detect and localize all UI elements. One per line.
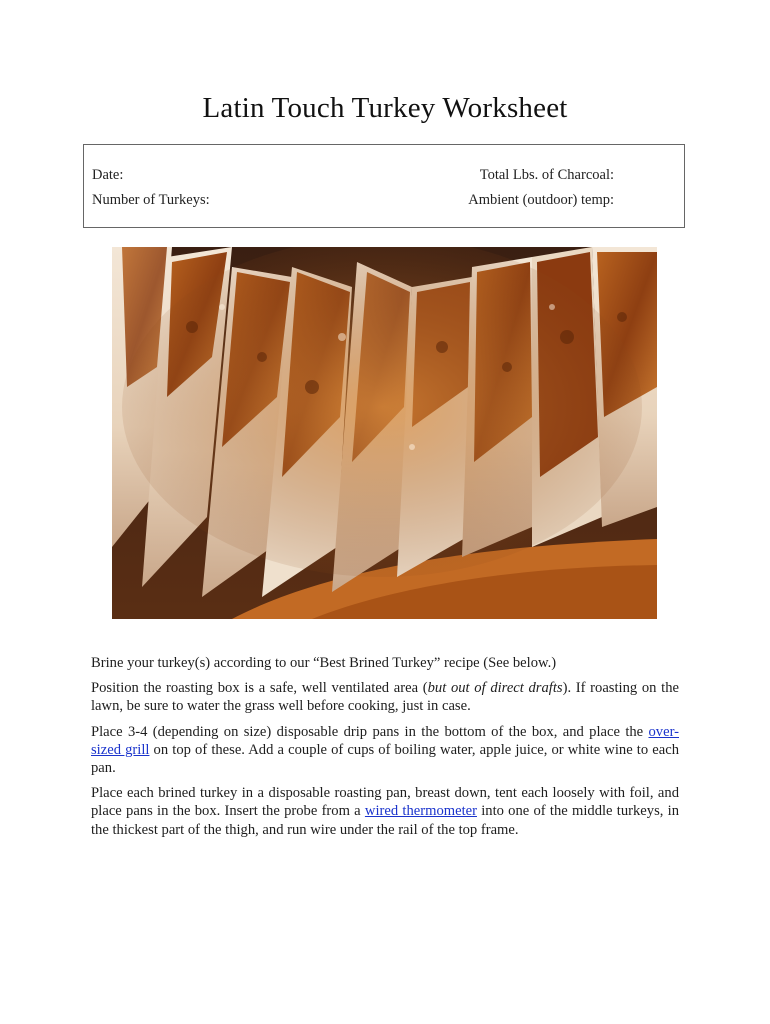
- paragraph-brine-text: Brine your turkey(s) according to our “Best Brined Turkey” recipe (See below.): [91, 655, 557, 671]
- wired-thermometer-link[interactable]: wired thermometer: [364, 803, 477, 820]
- worksheet-info-box: [83, 144, 685, 228]
- paragraph-roasting-pan: [91, 784, 679, 839]
- date-label: Date:: [92, 167, 124, 183]
- paragraph-position-italic: but out of direct drafts: [427, 680, 563, 697]
- paragraph-drip-pans: [91, 723, 679, 778]
- paragraph-roasting-pan-text-2: into one of the middle turkeys, in the thickest part of the thigh, and run wire under the rail of the top frame.: [91, 803, 679, 838]
- paragraph-position-text-2: ). If roasting on the lawn, be sure to water the grass well before cooking, just in case.: [91, 680, 679, 715]
- number-of-turkeys-label: Number of Turkeys:: [92, 192, 210, 208]
- page-title: Latin Touch Turkey Worksheet: [202, 92, 568, 124]
- paragraph-position-text-1: Position the roasting box is a safe, well ventilated area (: [91, 680, 428, 697]
- ambient-temp-label: Ambient (outdoor) temp:: [468, 192, 614, 208]
- paragraph-roasting-pan-text-1: Place each brined turkey in a disposable roasting pan, breast down, tent each loosely with foil, and place pans in the box. Insert the probe from a: [91, 785, 679, 820]
- paragraph-drip-pans-text-1: Place 3-4 (depending on size) disposable drip pans in the bottom of the box, and place the: [91, 723, 649, 740]
- turkey-photo-illustration: [112, 247, 657, 619]
- instructions-body: [91, 654, 679, 846]
- total-charcoal-label: Total Lbs. of Charcoal:: [479, 167, 614, 183]
- paragraph-brine: [91, 654, 679, 672]
- over-sized-grill-link[interactable]: over-sized grill: [91, 723, 679, 758]
- paragraph-drip-pans-text-2: on top of these. Add a couple of cups of boiling water, apple juice, or white wine to each pan.: [91, 741, 679, 777]
- paragraph-position: [91, 679, 679, 715]
- sliced-turkey-photo: [112, 247, 657, 619]
